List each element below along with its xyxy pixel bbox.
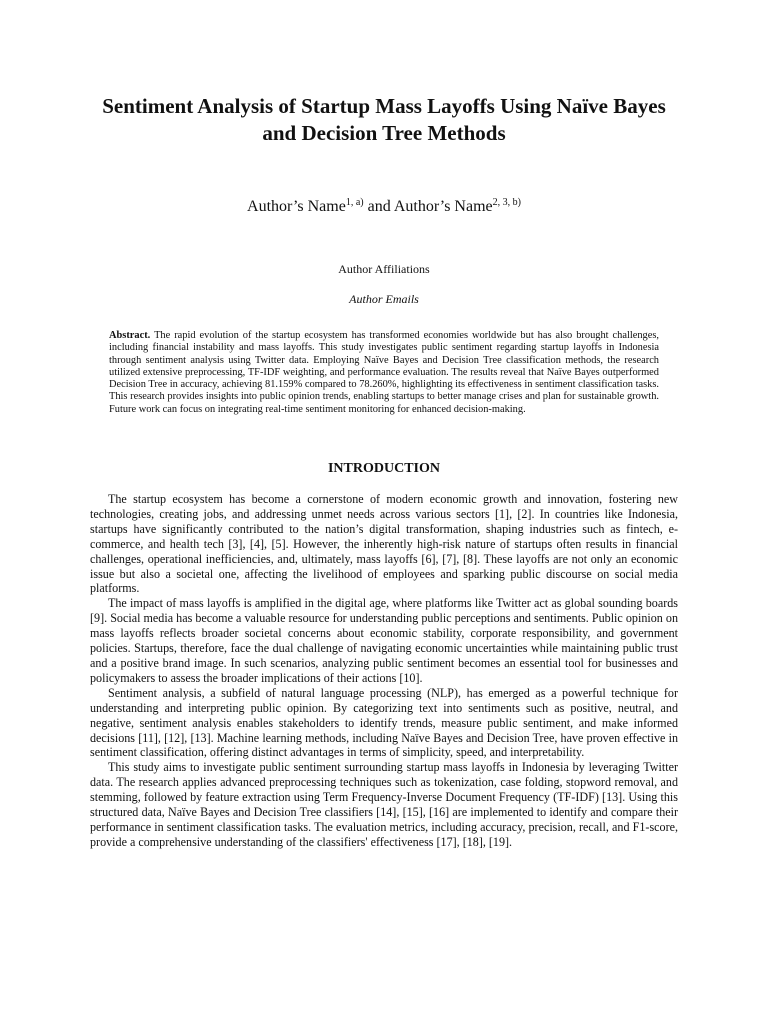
section-heading-introduction: INTRODUCTION: [327, 461, 440, 476]
author-affiliations: Author Affiliations: [338, 262, 430, 276]
author-line: [0, 197, 768, 217]
body-paragraph-1: The startup ecosystem has become a cornerstone of modern economic growth and innovation, fostering new technologies, creating jobs, and addressing unmet needs across various sectors [1], [2]. In countries like Indonesia, startups have significantly contributed to the nation’s digital transformation, shaping industries such as fintech, e-commerce, and health tech [3], [4], [5]. However, the inherently high-risk nature of startups often results in financial challenges, operational inefficiencies, and, ultimately, mass layoffs [6], [7], [8]. These layoffs are not only an economic issue but also a societal one, affecting the livelihood of employees and sparking public discourse on social media platforms.: [90, 492, 678, 596]
author-1-name: Author’s Name: [247, 198, 346, 215]
body-paragraph-4: This study aims to investigate public sentiment surrounding startup mass layoffs in Indonesia by leveraging Twitter data. The research applies advanced preprocessing techniques such as tokenization, case folding, stopword removal, and stemming, followed by feature extraction using Term Frequency-Inverse Document Frequency (TF-IDF) [13]. Using this structured data, Naïve Bayes and Decision Tree classifiers [14], [15], [16] are implemented to identify and compare their performance in sentiment classification tasks. The evaluation metrics, including accuracy, precision, recall, and F1-score, provide a comprehensive understanding of the classifiers' effectiveness [17], [18], [19].: [90, 760, 678, 849]
author-emails: Author Emails: [349, 292, 419, 306]
abstract-text: The rapid evolution of the startup ecosystem has transformed economies worldwide but has also brought challenges, including financial instability and mass layoffs. This study investigates public sentiment regarding startup layoffs in Indonesia through sentiment analysis using Twitter data. Employing Naïve Bayes and Decision Tree classification methods, the research utilized extensive preprocessing, TF-IDF weighting, and performance evaluation. The results reveal that Naïve Bayes outperformed Decision Tree in accuracy, achieving 81.159% compared to 78.260%, highlighting its effectiveness in sentiment classification tasks. This research provides insights into public opinion trends, enabling startups to better manage crises and plan for sustainable growth. Future work can focus on integrating real-time sentiment monitoring for enhanced decision-making.: [109, 330, 659, 415]
introduction-body: [90, 492, 678, 850]
abstract-label: Abstract.: [109, 330, 151, 341]
author-1-affiliation-marker: 1, a): [345, 197, 364, 208]
paper-title: Sentiment Analysis of Startup Mass Layoffs Using Naïve Bayes and Decision Tree Methods: [102, 94, 666, 145]
author-2-name: Author’s Name: [393, 198, 493, 215]
abstract: [109, 330, 659, 416]
body-paragraph-2: The impact of mass layoffs is amplified in the digital age, where platforms like Twitter act as global sounding boards [9]. Social media has become a valuable resource for understanding public perceptions and sentiments. Public opinion on mass layoffs reflects broader societal concerns about economic stability, corporate responsibility, and government policies. Startups, therefore, face the dual challenge of navigating economic uncertainties while maintaining public trust and a positive brand image. In such scenarios, analyzing public sentiment becomes an essential tool for businesses and policymakers to assess the broader implications of their actions [10].: [90, 596, 678, 685]
author-2-affiliation-marker: 2, 3, b): [492, 197, 521, 208]
body-paragraph-3: Sentiment analysis, a subfield of natural language processing (NLP), has emerged as a powerful technique for understanding and interpreting public opinion. By categorizing text into sentiments such as positive, neutral, and negative, sentiment analysis enables stakeholders to identify trends, measure public sentiment, and make informed decisions [11], [12], [13]. Machine learning methods, including Naïve Bayes and Decision Tree, have proven effective in sentiment classification, offering distinct advantages in terms of simplicity, speed, and interpretability.: [90, 685, 678, 760]
author-connector: and: [363, 198, 394, 215]
